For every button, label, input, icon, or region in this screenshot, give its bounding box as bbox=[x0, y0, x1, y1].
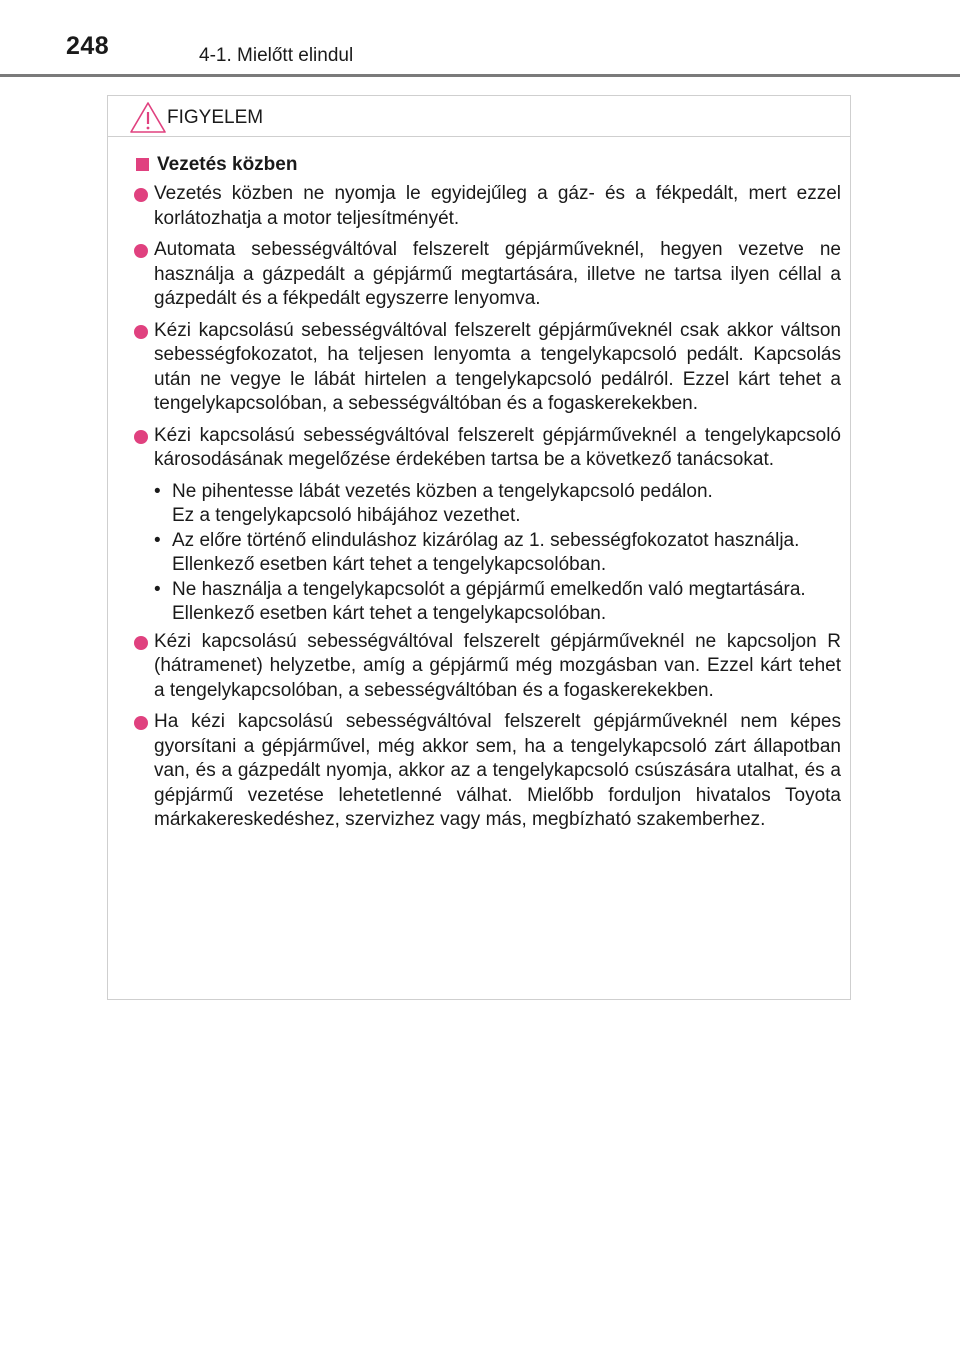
list-item bbox=[152, 319, 841, 417]
sub-list-item bbox=[154, 578, 841, 627]
sub-item-text: Ne használja a tengelykapcsolót a gépjármű emelkedőn való megtartására. bbox=[172, 578, 806, 600]
sub-item-text: Ne pihentesse lábát vezetés közben a tengelykapcsoló pedálon. bbox=[172, 480, 713, 502]
round-bullet-icon bbox=[134, 244, 148, 258]
list-item-text: Vezetés közben ne nyomja le egyidejűleg a gáz- és a fékpedált, mert ezzel korlátozhatja a motor teljesítményét. bbox=[154, 183, 841, 229]
section-heading bbox=[133, 152, 850, 178]
dot-bullet: • bbox=[154, 529, 161, 551]
round-bullet-icon bbox=[134, 636, 148, 650]
heading-text: Vezetés közben bbox=[157, 154, 298, 175]
list-item-text: Automata sebességváltóval felszerelt gépjárműveknél, hegyen vezetve ne használja a gázpedált a gépjármű megtartására, illetve ne tartsa ilyen céllal a gázpedált és a fékpedált egyszerre lenyomva. bbox=[154, 239, 841, 309]
warning-triangle-icon bbox=[129, 101, 167, 134]
sub-list-item bbox=[154, 480, 841, 529]
sub-item-note: Ez a tengelykapcsoló hibájához vezethet. bbox=[172, 505, 521, 526]
list-item bbox=[152, 630, 841, 704]
sub-item-note: Ellenkező esetben kárt tehet a tengelykapcsolóban. bbox=[172, 554, 607, 575]
list-item-text: Ha kézi kapcsolású sebességváltóval felszerelt gépjárműveknél nem képes gyorsítani a gépjárművel, még akkor sem, ha a tengelykapcsoló zárt állapotban van, és a gázpedált nyomja, akkor az a tengelykapcsoló csúszására utalhat, és a gépjármű vezetése lehetetlenné válhat. Mielőbb forduljon hivatalos Toyota márkakereskedéshez, szervizhez vagy más, megbízható szakemberhez. bbox=[154, 711, 841, 830]
square-bullet-icon bbox=[136, 158, 149, 171]
list-item bbox=[152, 238, 841, 312]
section-title: 4-1. Mielőtt elindul bbox=[199, 45, 354, 66]
round-bullet-icon bbox=[134, 716, 148, 730]
warning-box bbox=[107, 95, 851, 1000]
list-item bbox=[152, 182, 841, 231]
warning-label: FIGYELEM bbox=[167, 107, 264, 128]
sub-item-note: Ellenkező esetben kárt tehet a tengelykapcsolóban. bbox=[172, 603, 607, 624]
sub-item-text: Az előre történő elinduláshoz kizárólag az 1. sebességfokozatot használja. bbox=[172, 529, 800, 551]
round-bullet-icon bbox=[134, 325, 148, 339]
sub-list-item bbox=[154, 529, 841, 578]
page-number: 248 bbox=[66, 32, 110, 60]
list-item bbox=[152, 424, 841, 473]
warning-header bbox=[108, 96, 850, 137]
dot-bullet: • bbox=[154, 578, 161, 600]
list-item-text: Kézi kapcsolású sebességváltóval felszerelt gépjárműveknél ne kapcsoljon R (hátramenet) helyzetbe, amíg a gépjármű még mozgásban van. Ezzel kárt tehet a tengelykapcsolóban, a sebességváltóban és a fogaskerekekben. bbox=[154, 630, 841, 701]
warning-body bbox=[108, 152, 850, 833]
round-bullet-icon bbox=[134, 430, 148, 444]
list-item-text: Kézi kapcsolású sebességváltóval felszerelt gépjárműveknél a tengelykapcsoló károsodásának megelőzése érdekében tartsa be a következő tanácsokat. bbox=[154, 424, 841, 470]
dot-bullet: • bbox=[154, 480, 161, 502]
page-header bbox=[0, 0, 960, 80]
header-divider bbox=[0, 74, 960, 77]
list-item-text: Kézi kapcsolású sebességváltóval felszerelt gépjárműveknél csak akkor váltson sebességfokozatot, ha teljesen lenyomta a tengelykapcsoló pedált. Kapcsolás után ne vegye le lábát hirtelen a tengelykapcsoló pedálról. Ezzel kárt tehet a tengelykapcsolóban, a sebességváltóban és a fogaskerekekben. bbox=[154, 319, 841, 414]
list-item bbox=[152, 710, 841, 833]
round-bullet-icon bbox=[134, 188, 148, 202]
